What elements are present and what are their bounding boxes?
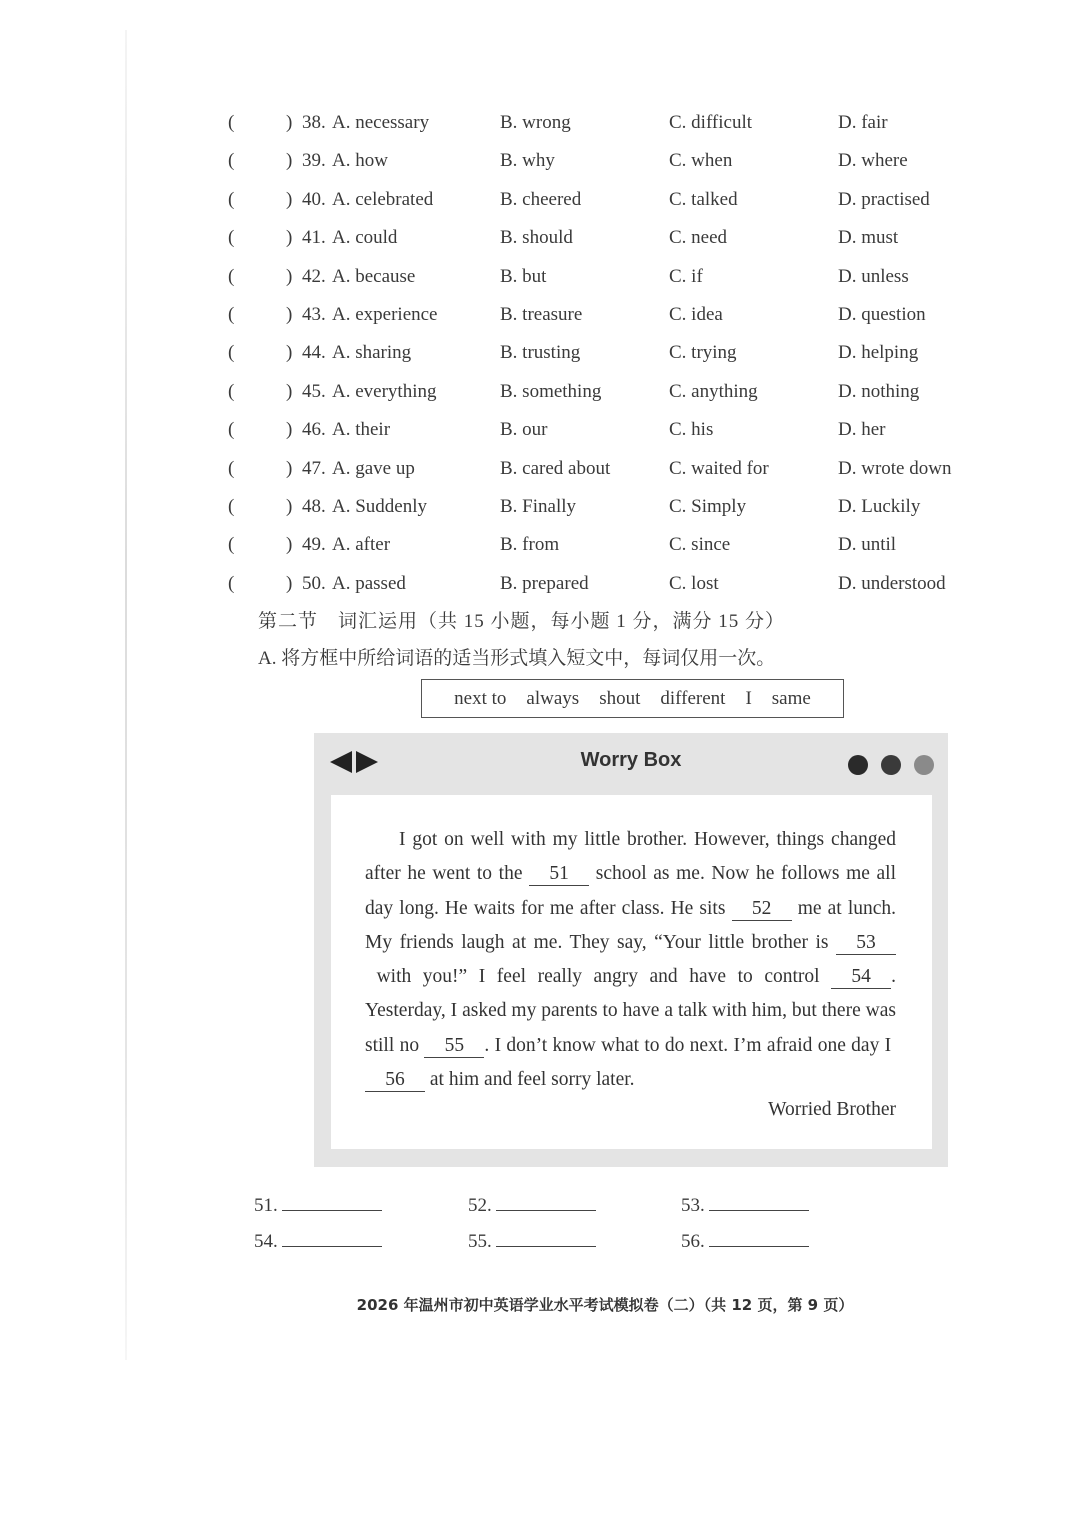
answer-number: 51. xyxy=(254,1195,278,1216)
option-d: D. fair xyxy=(838,112,888,133)
question-number: 42. xyxy=(302,265,326,287)
option-d: D. must xyxy=(838,227,899,249)
question-row xyxy=(228,415,988,453)
answer-paren-left[interactable]: ( xyxy=(228,342,235,364)
question-row xyxy=(228,569,988,607)
question-row xyxy=(228,338,988,376)
option-c: C. since xyxy=(669,534,731,556)
answer-paren-right: ) xyxy=(286,572,293,594)
answer-item xyxy=(468,1226,596,1253)
question-number: 38. xyxy=(302,112,326,133)
question-number: 50. xyxy=(302,572,326,594)
blank-56: 56 xyxy=(365,1069,425,1092)
word-option: next to xyxy=(454,687,507,709)
answer-paren-right: ) xyxy=(286,265,293,287)
answer-line[interactable] xyxy=(282,1226,382,1247)
option-b: B. Finally xyxy=(500,495,577,517)
option-b: B. why xyxy=(500,150,555,172)
letter-text: I got on well with my little brother. However, things changed after he went to the xyxy=(365,829,896,885)
question-number: 49. xyxy=(302,534,326,556)
answer-paren-left[interactable]: ( xyxy=(228,380,235,402)
answer-paren-right: ) xyxy=(286,342,293,364)
question-number: 41. xyxy=(302,227,326,249)
worry-box-window xyxy=(314,733,948,1167)
answer-paren-right: ) xyxy=(286,380,293,402)
option-a: A. sharing xyxy=(332,342,412,364)
section-title: 第二节 词汇运用（共 15 小题，每小题 1 分，满分 15 分） xyxy=(258,611,786,632)
word-box xyxy=(421,679,844,718)
option-d: D. nothing xyxy=(838,380,920,402)
option-a: A. how xyxy=(332,150,388,172)
binding-line xyxy=(125,30,127,1360)
option-b: B. our xyxy=(500,419,548,441)
option-d: D. wrote down xyxy=(838,457,952,479)
blank-52: 52 xyxy=(732,898,792,921)
option-a: A. everything xyxy=(332,380,437,402)
option-b: B. cared about xyxy=(500,457,611,479)
question-row xyxy=(228,300,988,338)
question-number: 46. xyxy=(302,419,326,441)
answer-item xyxy=(681,1226,809,1253)
option-c: C. trying xyxy=(669,342,737,364)
dot-icon xyxy=(881,755,901,775)
answer-paren-right: ) xyxy=(286,495,293,517)
letter-body xyxy=(365,823,896,1097)
dot-icon xyxy=(914,755,934,775)
answer-paren-left[interactable]: ( xyxy=(228,150,235,172)
answer-line[interactable] xyxy=(496,1190,596,1211)
option-a: A. gave up xyxy=(332,457,415,479)
blank-54: 54 xyxy=(831,966,891,989)
answer-paren-left[interactable]: ( xyxy=(228,572,235,594)
answer-paren-right: ) xyxy=(286,227,293,249)
option-c: C. Simply xyxy=(669,495,747,517)
answer-paren-left[interactable]: ( xyxy=(228,303,235,325)
question-row xyxy=(228,185,988,223)
option-b: B. from xyxy=(500,534,560,556)
answer-paren-left[interactable]: ( xyxy=(228,495,235,517)
option-b: B. wrong xyxy=(500,112,571,133)
option-c: C. when xyxy=(669,150,733,172)
option-d: D. practised xyxy=(838,188,930,210)
answer-paren-right: ) xyxy=(286,150,293,172)
option-a: A. after xyxy=(332,534,391,556)
question-number: 39. xyxy=(302,150,326,172)
option-c: C. difficult xyxy=(669,112,753,133)
answer-paren-left[interactable]: ( xyxy=(228,534,235,556)
letter-text: . Yesterday, I asked my parents to have a talk with him, but there was still no xyxy=(365,966,896,1056)
answer-item xyxy=(681,1190,809,1217)
option-b: B. something xyxy=(500,380,602,402)
option-a: A. experience xyxy=(332,303,438,325)
question-row xyxy=(228,377,988,415)
answer-paren-right: ) xyxy=(286,457,293,479)
option-b: B. trusting xyxy=(500,342,581,364)
multiple-choice-questions xyxy=(228,108,988,607)
answer-line[interactable] xyxy=(709,1190,809,1211)
answer-paren-left[interactable]: ( xyxy=(228,457,235,479)
option-a: A. passed xyxy=(332,572,406,594)
option-b: B. should xyxy=(500,227,573,249)
option-c: C. talked xyxy=(669,188,738,210)
question-number: 43. xyxy=(302,303,326,325)
question-row xyxy=(228,146,988,184)
answer-paren-right: ) xyxy=(286,188,293,210)
letter-signature: Worried Brother xyxy=(768,1099,896,1121)
question-row xyxy=(228,530,988,568)
answer-item xyxy=(254,1190,382,1217)
answer-item xyxy=(468,1190,596,1217)
option-d: D. unless xyxy=(838,265,909,287)
question-row xyxy=(228,223,988,261)
option-a: A. necessary xyxy=(332,112,430,133)
answer-number: 56. xyxy=(681,1231,705,1252)
option-a: A. could xyxy=(332,227,398,249)
answer-paren-left[interactable]: ( xyxy=(228,112,235,133)
option-c: C. need xyxy=(669,227,728,249)
option-d: D. understood xyxy=(838,572,946,594)
option-a: A. celebrated xyxy=(332,188,434,210)
answer-paren-right: ) xyxy=(286,419,293,441)
option-a: A. their xyxy=(332,419,391,441)
answer-line[interactable] xyxy=(282,1190,382,1211)
letter-text: school as me. Now he follows me all day long. He waits for me after class. He sits xyxy=(365,863,897,919)
option-d: D. question xyxy=(838,303,926,325)
letter-text: with you!” I feel really angry and have to control xyxy=(376,966,820,988)
word-option: same xyxy=(771,687,811,709)
option-c: C. lost xyxy=(669,572,719,594)
letter-text: . I don’t know what to do next. I’m afraid one day I xyxy=(484,1034,892,1056)
answer-number: 55. xyxy=(468,1231,492,1252)
word-option: I xyxy=(745,687,752,709)
option-b: B. cheered xyxy=(500,188,582,210)
option-c: C. if xyxy=(669,265,703,287)
option-b: B. treasure xyxy=(500,303,583,325)
letter-content xyxy=(331,795,932,1149)
answer-line[interactable] xyxy=(496,1226,596,1247)
answer-number: 53. xyxy=(681,1195,705,1216)
answer-paren-left[interactable]: ( xyxy=(228,419,235,441)
answer-number: 52. xyxy=(468,1195,492,1216)
letter-text: at him and feel sorry later. xyxy=(429,1069,635,1091)
answer-number: 54. xyxy=(254,1231,278,1252)
option-b: B. prepared xyxy=(500,572,589,594)
option-c: C. anything xyxy=(669,380,758,402)
blank-51: 51 xyxy=(529,863,589,886)
question-row xyxy=(228,262,988,300)
question-number: 48. xyxy=(302,495,326,517)
option-c: C. idea xyxy=(669,303,723,325)
word-option: shout xyxy=(599,687,641,709)
answer-paren-right: ) xyxy=(286,112,293,133)
page-footer: 2026 年温州市初中英语学业水平考试模拟卷（二）（共 12 页，第 9 页） xyxy=(356,1296,854,1314)
word-option: always xyxy=(526,687,580,709)
word-option: different xyxy=(660,687,726,709)
answer-paren-right: ) xyxy=(286,303,293,325)
answer-paren-left[interactable]: ( xyxy=(228,227,235,249)
answer-item xyxy=(254,1226,382,1253)
question-row xyxy=(228,454,988,492)
option-d: D. helping xyxy=(838,342,919,364)
option-d: D. her xyxy=(838,419,886,441)
question-number: 40. xyxy=(302,188,326,210)
question-number: 44. xyxy=(302,342,326,364)
option-c: C. waited for xyxy=(669,457,769,479)
question-number: 45. xyxy=(302,380,326,402)
option-d: D. Luckily xyxy=(838,495,921,517)
option-b: B. but xyxy=(500,265,547,287)
window-dots xyxy=(848,755,934,775)
question-row xyxy=(228,108,988,146)
dot-icon xyxy=(848,755,868,775)
option-d: D. where xyxy=(838,150,908,172)
letter-text: me at lunch. My friends laugh at me. They say, “Your little brother is xyxy=(365,897,897,953)
answer-paren-left[interactable]: ( xyxy=(228,188,235,210)
blank-53: 53 xyxy=(836,932,896,955)
window-title: Worry Box xyxy=(580,749,682,771)
option-a: A. Suddenly xyxy=(332,495,427,517)
answer-paren-right: ) xyxy=(286,534,293,556)
question-row xyxy=(228,492,988,530)
section-instruction: A. 将方框中所给词语的适当形式填入短文中，每词仅用一次。 xyxy=(258,648,776,669)
answer-line[interactable] xyxy=(709,1226,809,1247)
question-number: 47. xyxy=(302,457,326,479)
option-c: C. his xyxy=(669,419,714,441)
answer-paren-left[interactable]: ( xyxy=(228,265,235,287)
option-a: A. because xyxy=(332,265,416,287)
blank-55: 55 xyxy=(424,1035,484,1058)
option-d: D. until xyxy=(838,534,897,556)
